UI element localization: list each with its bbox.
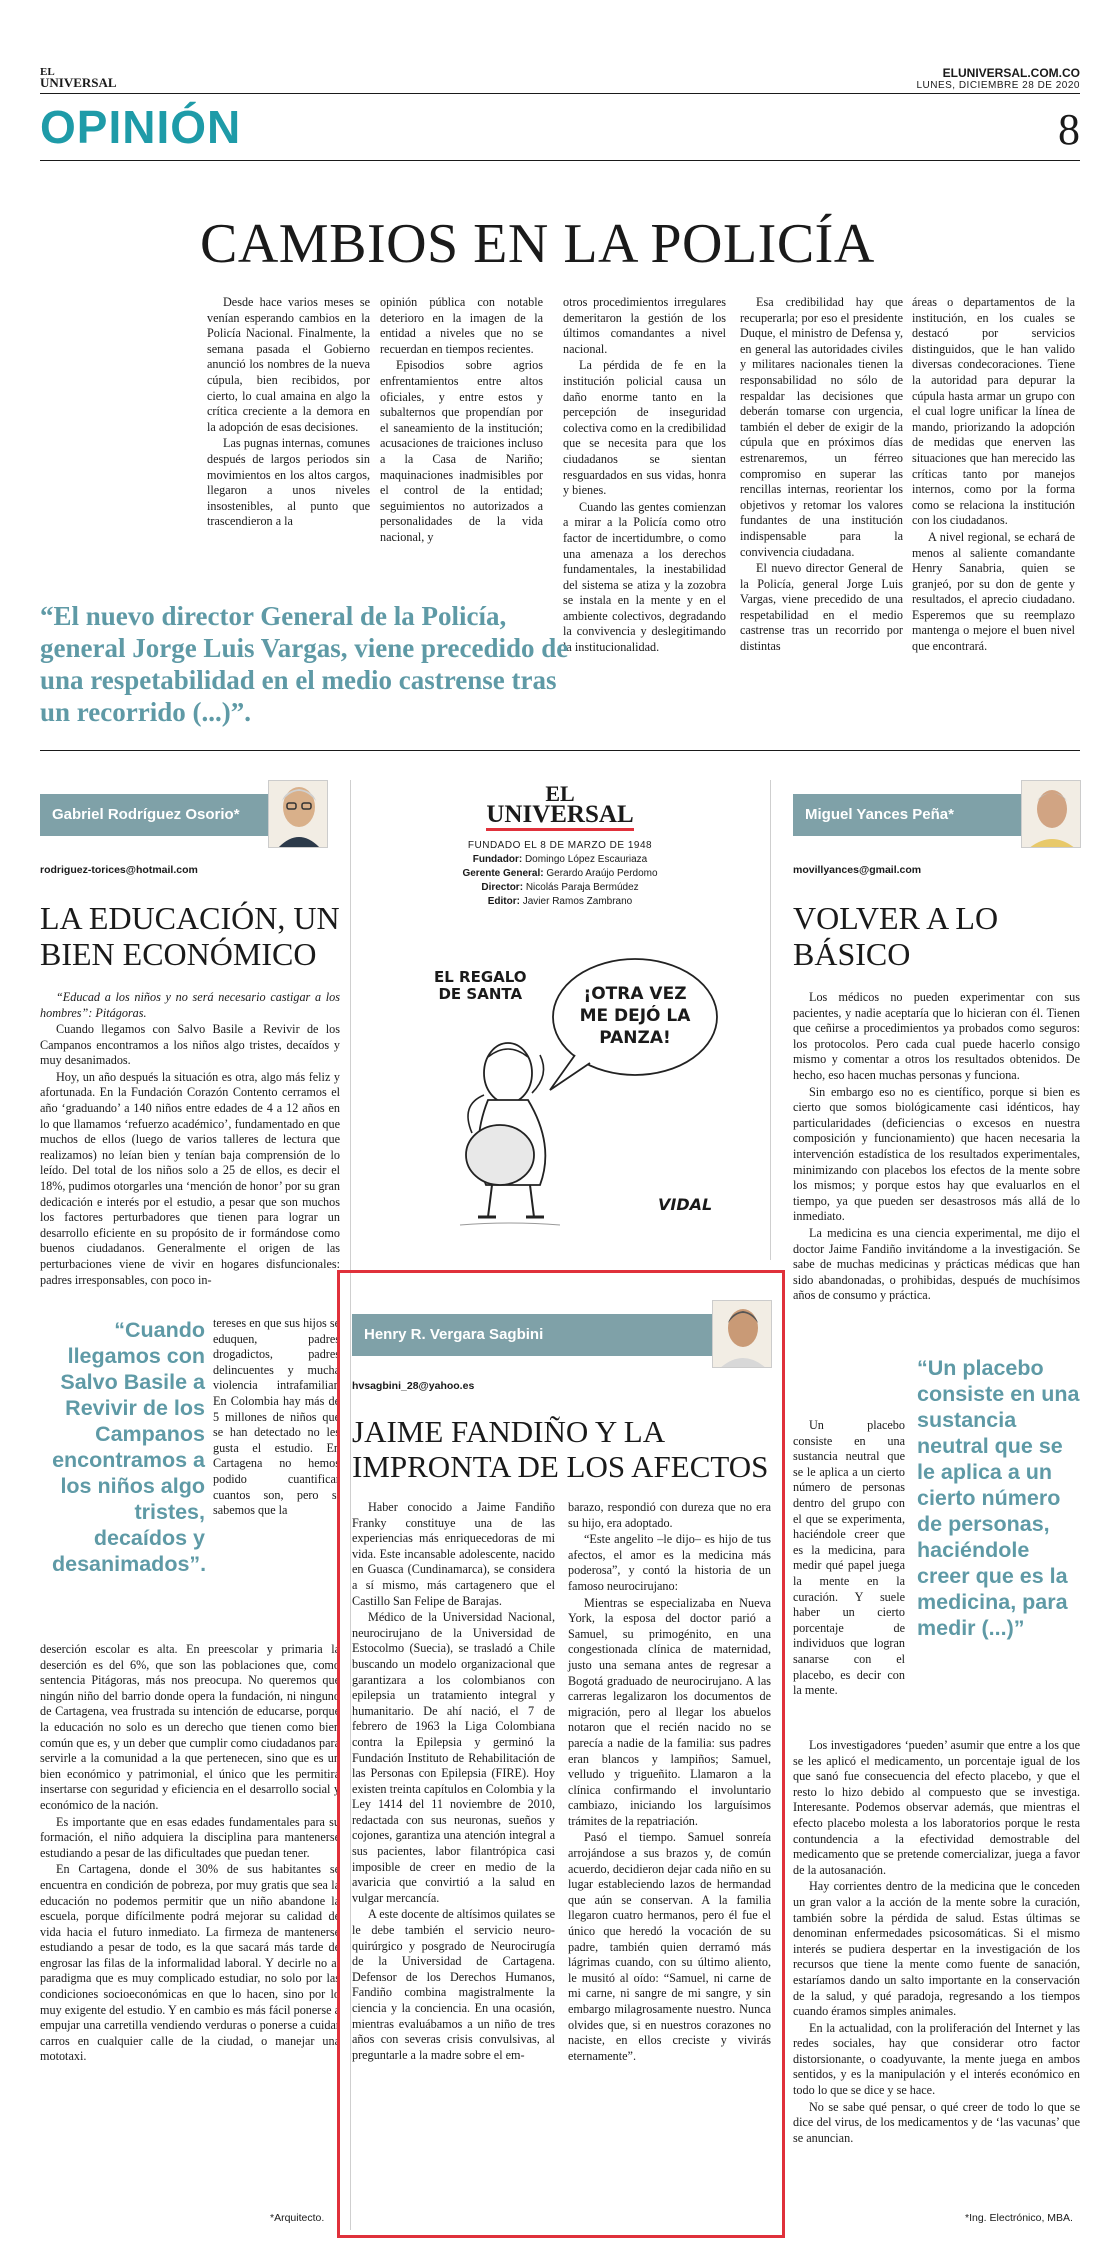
cartoon-title-line-1: EL REGALO	[434, 968, 527, 986]
author-photo-right	[1021, 780, 1081, 848]
center-headline: JAIME FANDIÑO Y LA IMPRONTA DE LOS AFECTOS	[352, 1414, 769, 1484]
author-email-left: rodriguez-torices@hotmail.com	[40, 864, 198, 876]
left-body-bottom	[40, 1642, 340, 2065]
editorial-col-2	[380, 295, 543, 546]
editorial-col-3	[563, 295, 726, 656]
paragraph: Pasó el tiempo. Samuel sonreía arrojándose a sus brazos y, de común acuerdo, decidieron dejar cada niño en su lugar estableciendo lazos de hermandad que aún se conservan. A la familia llegaron cuatro hermanos, pero él fue el único que heredó la vocación de su padre, también quien derramó más lágrimas cuando, con su último aliento, le musitó al oído: “Samuel, ni carne de mi carne, ni sangre de mi sangre, y sin embargo milagrosamente nuestro. Nunca olvides que, si en nuestros corazones no naciste, en ellos creciste y vivirás eternamente”.	[568, 1830, 771, 2063]
paragraph: A este docente de altísimos quilates se le debe también el servicio neuro-quirúrgico y posgrado de Neurocirugía de la Universidad de Cartagena. Defensor de los Derechos Humanos, Fandiño combina magistralmente la ciencia y la conciencia. En una ocasión, mientras evaluábamos a un niño de tres años con severas crisis convulsivas, al preguntarle a la madre sobre el em-	[352, 1907, 555, 2062]
website: ELUNIVERSAL.COM.CO	[942, 66, 1080, 80]
editorial-headline: CAMBIOS EN LA POLICÍA	[200, 213, 875, 275]
manager-name: Gerardo Araújo Perdomo	[546, 867, 658, 879]
paragraph: Sin embargo eso no es científico, porque si bien es cierto que somos biológicamente casi idénticos, hay particularidades (deficiencias o excesos en nuestra composición y funcionamiento) que hacen necesaria la intervención estadística de los resultados experimentales, minimizando con placebos los efectos de la mente sobre los mismos; y porque estos hay que evaluarlos en el tiempo, ya que pueden ser desastrosos más allá de lo inmediato.	[793, 1084, 1080, 1224]
center-masthead	[400, 781, 720, 909]
right-body-top	[793, 990, 1080, 1304]
cartoon-title-line-2: DE SANTA	[438, 985, 523, 1003]
center-founded: FUNDADO EL 8 DE MARZO DE 1948	[467, 839, 653, 851]
paragraph: áreas o departamentos de la institución, en los cuales se destacó por servicios distinguidos, que le han valido diversas condecoraciones. Tiene la autoridad para depurar la cúpula hasta armar un grupo con el cual logre unificar la línea de mando, priorizando la adopción de medidas que enerven las situaciones que han merecido las críticas tanto por manejos internos, como por la forma como se relaciona la institución con los ciudadanos.	[912, 295, 1075, 528]
center-editor	[400, 895, 720, 909]
editorial-col-1	[207, 295, 370, 530]
paragraph: Hoy, un año después la situación es otra, algo más feliz y afortunada. En la Fundación Corazón Contento cerramos el año ‘graduando’ a 140 niños entre edades de 4 a 12 años en lo que llamamos ‘refuerzo académico’, fundamentado en que muchos de ellos (luego de varios talleres de lectura que realizamos) no leían bien y tenían baja comprensión de lo leído. Del total de los niños solo a 25 de ellos, es decir el 18%, pudimos otorgarles una ‘mención de honor’ por su gran dedicación e interés por el estudio, a pesar que son muchos los factores perturbadores que tienen para lograr un desarrollo eficiente en su propósito de ir formándose como buenos ciudadanos. Generalmente el origen de las perturbaciones viene de vivir en hogares disfuncionales: padres irresponsables, con poco in-	[40, 1069, 340, 1287]
paragraph: Es importante que en esas edades fundamentales para su formación, el niño adquiera la disciplina para mantenerse estudiando a pesar de las dificultades que puedan tener.	[40, 1814, 340, 1860]
paragraph: Mientras se especializaba en Nueva York, la esposa del doctor parió a Samuel, su primogénito, en una congestionada clínica de maternidad, justo una semana antes de regresar a Bogotá graduado de neurocirujano. A las carreras legalizaron los documentos de migración, pero al llegar los abuelos notaron que el recién nacido no se parecía a nadie de la familia: sus padres eran blancos y lampiños; Samuel, velludo y trigueñito. Llamaron a la clínica confirmando el involuntario cambiazo, iniciando los larguísimos trámites de la repatriación.	[568, 1595, 771, 1828]
paragraph: opinión pública con notable deterioro en la imagen de la entidad a niveles que no se recuerdan en tiempos recientes.	[380, 295, 543, 356]
paragraph: Esa credibilidad hay que recuperarla; por eso el presidente Duque, el ministro de Defensa y, en general las autoridades civiles y militares nacionales tienen la responsabilidad no sólo de respaldar las decisiones que deberán tomarse con urgencia, también el deber de exigir de la cúpula que en próximos días estrenaremos, un férreo compromiso en superar las rencillas internas, reorientar los objetivos y retomar los valores fundantes de una institución indispensable para la convivencia ciudadana.	[740, 295, 903, 559]
paragraph: Haber conocido a Jaime Fandiño Franky constituye una de las experiencias más enriquecedoras de mi vida. Este incansable adolescente, nacido en Guasca (Cundinamarca), se considera a sí mismo, más cartagenero que el Castillo San Felipe de Barajas.	[352, 1500, 555, 1608]
bubble-line-3: PANZA!	[599, 1028, 671, 1048]
author-email-center: hvsagbini_28@yahoo.es	[352, 1380, 475, 1392]
center-logo-bottom: UNIVERSAL	[486, 804, 633, 831]
author-photo-center	[712, 1300, 772, 1368]
editor-label: Editor:	[487, 895, 520, 907]
center-founder	[400, 853, 720, 867]
author-box-left	[40, 780, 328, 844]
left-body-top	[40, 1022, 340, 1288]
center-col-1	[352, 1500, 555, 2063]
editorial-pull-quote: “El nuevo director General de la Policía, general Jorge Luis Vargas, viene precedido de una respetabilidad en el medio castrense tras un recorrido (...)”.	[40, 601, 569, 727]
right-body-narrow: Un placebo consiste en una sustancia neutral que se le aplica a un cierto número de personas dentro del grupo con el que se experimenta, haciéndole creer que es la medicina, para medir qué papel juega la mente en la curación. Y suele haber un cierto porcentaje de individuos que logran sanarse con el placebo, es decir con la mente.	[793, 1418, 905, 1698]
center-logo-top: EL	[545, 781, 575, 806]
paragraph: La medicina es una ciencia experimental, me dijo el doctor Jaime Fandiño invitándome a la investigación. Se sabe de muchas medicinas y prácticas médicas que han sido abandonadas, o prohibidas, después de muchísimos años de consumo y práctica.	[793, 1225, 1080, 1303]
director-name: Nicolás Paraja Bermúdez	[525, 881, 639, 893]
author-photo-right-icon	[1022, 781, 1081, 848]
column-divider-right	[770, 780, 771, 1260]
paragraph: “Este angelito –le dijo– es hijo de tus afectos, el amor es la medicina más poderosa”, y contó la historia de un famoso neurocirujano:	[568, 1532, 771, 1593]
founder-label: Fundador:	[472, 853, 523, 865]
editorial-col-4	[740, 295, 903, 655]
masthead-logo-bottom: UNIVERSAL	[40, 75, 117, 91]
right-headline: VOLVER A LO BÁSICO	[793, 900, 999, 972]
paragraph: deserción escolar es alta. En preescolar y primaria la deserción es del 6%, que son las poblaciones que, como sentencia Pitágoras, más nos preocupa. No queremos que ningún niño del barrio donde opera la fundación, ni ninguno de Cartagena, vea frustrada su intención de educarse, porque la educación no solo es un derecho que tienen como bien común que es, y un deber que cumplir como ciudadanos para servirle a la comunidad a la que pertenecen, sino que es un bien económico y patrimonial, el único que les permitirá insertarse con seguridad y eficiencia en el desarrollo social y económico de la nación.	[40, 1642, 340, 1812]
right-pull-quote: “Un placebo consiste en una sustancia neutral que se le aplica a un cierto número de personas, haciéndole creer que es la medicina, para medir (...)”	[917, 1356, 1080, 1640]
section-title: OPINIÓN	[40, 101, 242, 153]
paragraph: Cuando las gentes comienzan a mirar a la Policía como otro factor de incertidumbre, o como una amenaza a los derechos fundamentales, la inestabilidad del sistema se atiza y la zozobra se instala en la mente y en el ambiente colectivos, degradando la convivencia y deslegitimando la institucionalidad.	[563, 499, 726, 655]
masthead-logo	[40, 66, 117, 91]
bubble-line-2: ME DEJÓ LA	[579, 1006, 691, 1026]
paragraph: Las pugnas internas, comunes después de largos periodos sin movimientos en los altos cargos, llegaron a unos niveles insostenibles, al punto que trascendieron a la	[207, 436, 370, 529]
author-photo-center-icon	[713, 1301, 772, 1368]
author-photo-left-icon	[269, 781, 328, 848]
center-director	[400, 881, 720, 895]
author-name-center: Henry R. Vergara Sagbini	[352, 1314, 712, 1356]
author-email-right: movillyances@gmail.com	[793, 864, 922, 876]
paragraph: Episodios sobre agrios enfrentamientos entre altos oficiales, y entre estos y subalternos que propendían por el saneamiento de la institución; acusaciones de traiciones incluso a la Casa de Nariño; maquinaciones inadmisibles por el control de la entidad; seguimientos no autorizados a personalidades de la vida nacional, y	[380, 358, 543, 544]
paragraph: Los médicos no pueden experimentar con sus pacientes, y nadie aceptaría que lo hicieran con él. Tienen que ceñirse a procedimientos ya probados como seguros: los protocolos. Pero cada cual puede hacerlo consigo mismo y comentar a otros los resultados obtenidos. De hecho, eso hacen muchas personas y funciona.	[793, 990, 1080, 1082]
left-pull-quote: “Cuando llegamos con Salvo Basile a Revivir de los Campanos encontramos a los niños algo tristes, decaídos y desanimados”.	[52, 1318, 207, 1576]
section-rule	[40, 160, 1080, 161]
manager-label: Gerente General:	[462, 867, 544, 879]
paragraph: Los investigadores ‘pueden’ asumir que entre a los que se les aplicó el medicamento, un porcentaje igual de los que sanó fue consecuencia del efecto placebo, y que el resto lo hizo debido al compuesto que se investiga. Interesante. Podemos observar además, que mientras el efecto placebo molesta a los laboratorios porque le resta contundencia a la efectividad demostrable del medicamento que se pretende comercializar, juega a favor de la autosanación.	[793, 1738, 1080, 1877]
paragraph: barazo, respondió con dureza que no era su hijo, era adoptado.	[568, 1500, 771, 1530]
center-manager	[400, 867, 720, 881]
page-number: 8	[1058, 105, 1080, 154]
paragraph: La pérdida de fe en la institución policial causa un daño enorme tanto en la percepción de inseguridad colectiva como en la credibilidad que se necesita para que los ciudadanos se sientan resguardados en sus vidas, honra y bienes.	[563, 358, 726, 498]
left-signature: *Arquitecto.	[270, 2212, 325, 2224]
masthead-rule	[40, 93, 1080, 94]
editorial-col-5	[912, 295, 1075, 655]
director-label: Director:	[481, 881, 524, 893]
center-col-2	[568, 1500, 771, 2064]
right-body-bottom	[793, 1738, 1080, 2146]
masthead-logo-top: EL	[40, 66, 55, 78]
left-body-narrow: tereses en que sus hijos se eduquen, padres drogadictos, padres delincuentes y mucha violencia intrafamiliar. En Colombia hay más de 5 millones de niños que se han detectado no les gusta el estudio. En Cartagena no hemos podido cuantificar cuantos son, pero sí sabemos que la	[213, 1316, 340, 1518]
paragraph: A nivel regional, se echará de menos al saliente comandante Henry Sanabria, quien se granjeó, por su don de gente y resultados, el aprecio ciudadano. Esperemos que su reemplazo mantenga o mejore el buen nivel que encontrará.	[912, 529, 1075, 654]
cartoon-signature: VIDAL	[658, 1195, 713, 1214]
paragraph: Cuando llegamos con Salvo Basile a Revivir de los Campanos encontramos a los niños algo tristes, decaídos y muy desanimados.	[40, 1022, 340, 1068]
author-box-center	[352, 1300, 772, 1364]
author-photo-left	[268, 780, 328, 848]
author-name-left: Gabriel Rodríguez Osorio*	[40, 794, 272, 836]
paragraph: En la actualidad, con la proliferación del Internet y las redes sociales, hay que considerar otro factor distorsionante, o coadyuvante, la mente juega en ambos sentidos, y es la manipulación y el interés económico en todo lo que se dice y se hace.	[793, 2020, 1080, 2098]
cartoon-title	[434, 969, 527, 1003]
editor-name: Javier Ramos Zambrano	[522, 895, 633, 907]
cartoon-bubble-text	[570, 983, 700, 1049]
paragraph: Desde hace varios meses se venían esperando cambios en la Policía Nacional. Finalmente, la semana pasada el Gobierno anunció los nombres de la nueva cúpula, bien recibidos, por cierto, lo cual amaina en algo la crítica creciente a la demora en la adopción de esas decisiones.	[207, 295, 370, 434]
issue-date: LUNES, DICIEMBRE 28 DE 2020	[916, 80, 1080, 91]
paragraph: otros procedimientos irregulares demeritaron la gestión de los últimos comandantes a nivel nacional.	[563, 295, 726, 356]
editorial-bottom-rule	[40, 750, 1080, 751]
paragraph: Hay corrientes dentro de la medicina que le conceden un gran valor a la acción de la mente sobre la curación, también sobre la pérdida de salud. Estas últimas se denominan enfermedades psicosomáticas. Si el mismo interés se pudiera despertar en la investigación de los recursos que tiene la mente como fuente de sanación, estaríamos dando un salto importante en la conservación de la salud, y qué paradoja, regresando a los tiempos cuando éramos simples animales.	[793, 1879, 1080, 2019]
right-signature: *Ing. Electrónico, MBA.	[965, 2212, 1073, 2224]
left-headline: LA EDUCACIÓN, UN BIEN ECONÓMICO	[40, 900, 340, 972]
paragraph: Médico de la Universidad Nacional, neurocirujano de la Universidad de Estocolmo (Suecia), se trasladó a Chile buscando un modelo organizacional que garantizara a los colombianos con epilepsia un tratamiento integral y humanitario. De ahí nació, el 7 de febrero de 1963 la Liga Colombiana contra la Epilepsia y germinó la Fundación Instituto de Rehabilitación de las Personas con Epilepsia (FIRE). Hoy existen treinta capítulos en Colombia y la Ley 1414 del 11 noviembre de 2010, redactada con sus neuronas, sueños y cojones, garantiza una atención integral a sus pacientes, labor filantrópica casi imposible de creer en medio de la avaricia que convirtió a la salud en vulgar mercancía.	[352, 1610, 555, 1905]
founder-name: Domingo López Escauriaza	[524, 853, 648, 865]
paragraph: En Cartagena, donde el 30% de sus habitantes se encuentra en condición de pobreza, por muy gratis que sea la educación no podemos permitir que un niño abandone la escuela, porque difícilmente podrá mejorar su calidad de vida hacia el futuro inmediato. La firmeza de mantenerse estudiando a pesar de todo, es la que sacará más tarde de engrosar las filas de la informalidad laboral. Y decirle no al paradigma que es muy complicado estudiar, no solo por las condiciones socioeconómicas en que lo hacen, sino por lo muy exigente del estudio. Y en cambio es más fácil ponerse a empujar una carretilla vendiendo verduras o ponerse a cuidar carros en cualquier calle de la ciudad, o manejar una mototaxi.	[40, 1862, 340, 2064]
author-name-right: Miguel Yances Peña*	[793, 794, 1025, 836]
cartoon	[400, 955, 730, 1255]
author-box-right	[793, 780, 1081, 844]
paragraph: El nuevo director General de la Policía, general Jorge Luis Vargas, viene precedido de una respetabilidad en el medio castrense tras un recorrido por distintas	[740, 561, 903, 654]
left-epigraph: “Educad a los niños y no será necesario castigar a los hombres”: Pitágoras.	[40, 990, 340, 1020]
paragraph: No se sabe qué pensar, o qué creer de todo lo que se dice del virus, de los medicamentos y de ‘las vacunas’ que se anuncian.	[793, 2099, 1080, 2145]
bubble-line-1: ¡OTRA VEZ	[583, 984, 687, 1004]
